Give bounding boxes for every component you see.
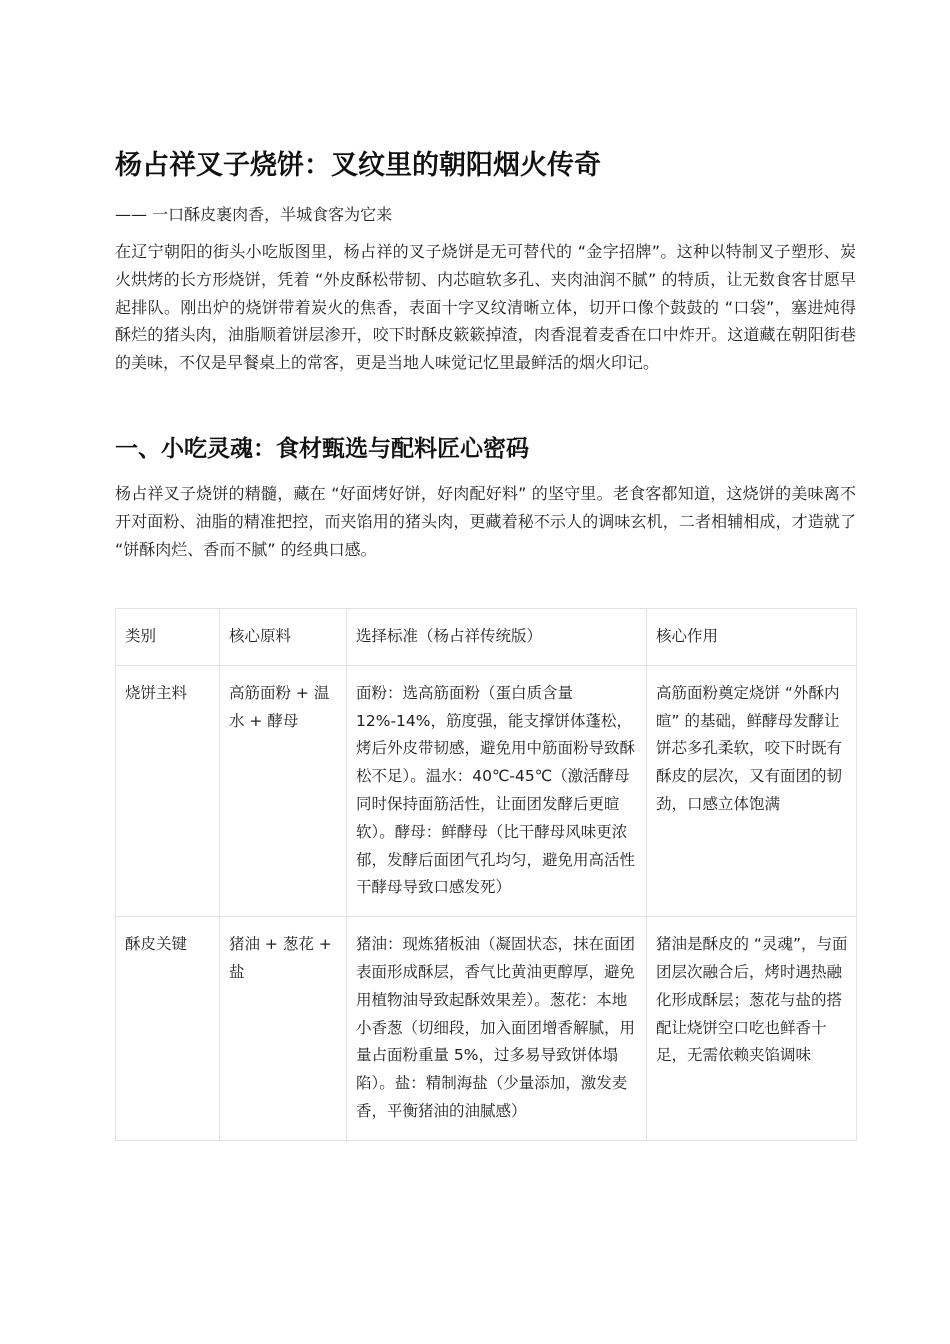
table-cell-category: 酥皮关键 [116, 917, 220, 1141]
table-header-cell: 类别 [116, 609, 220, 666]
intro-paragraph: 在辽宁朝阳的街头小吃版图里，杨占祥的叉子烧饼是无可替代的 “金字招牌”。这种以特制叉子塑形、炭火烘烤的长方形烧饼，凭着 “外皮酥松带韧、内芯暄软多孔、夹肉油润不腻” 的特质，让无数食客甘愿早起排队。刚出炉的烧饼带着炭火的焦香，表面十字叉纹清晰立体，切开口像个鼓鼓的 “口袋”，塞进炖得酥烂的猪头肉，油脂顺着饼层渗开，咬下时酥皮簌簌掉渣，肉香混着麦香在口中炸开。这道藏在朝阳街巷的美味，不仅是早餐桌上的常客，更是当地人味觉记忆里最鲜活的烟火印记。 [115, 242, 856, 373]
table-cell-category: 烧饼主料 [116, 665, 220, 916]
table-header-cell: 核心作用 [647, 609, 857, 666]
table-header-cell: 核心原料 [220, 609, 347, 666]
table-header-row [116, 609, 857, 666]
table-cell-role: 猪油是酥皮的 “灵魂”，与面团层次融合后，烤时遇热融化形成酥层；葱花与盐的搭配让烧饼空口吃也鲜香十足，无需依赖夹馅调味 [647, 917, 857, 1141]
table-cell-standard: 猪油：现炼猪板油（凝固状态，抹在面团表面形成酥层，香气比黄油更醇厚，避免用植物油导致起酥效果差）。葱花：本地小香葱（切细段，加入面团增香解腻，用量占面粉重量 5%，过多易导致饼体塌陷）。盐：精制海盐（少量添加，激发麦香，平衡猪油的油腻感） [347, 917, 647, 1141]
section-heading: 一、小吃灵魂：食材甄选与配料匠心密码 [115, 436, 529, 462]
table-cell-standard: 面粉：选高筋面粉（蛋白质含量 12%-14%，筋度强，能支撑饼体蓬松，烤后外皮带韧感，避免用中筋面粉导致酥松不足）。温水：40℃-45℃（激活酵母同时保持面筋活性，让面团发酵后更暄软）。酵母：鲜酵母（比干酵母风味更浓郁，发酵后面团气孔均匀，避免用高活性干酵母导致口感发死） [347, 665, 647, 916]
article-title: 杨占祥叉子烧饼：叉纹里的朝阳烟火传奇 [115, 150, 601, 181]
table-cell-ingredients: 高筋面粉 + 温水 + 酵母 [220, 665, 347, 916]
section-paragraph: 杨占祥叉子烧饼的精髓，藏在 “好面烤好饼，好肉配好料” 的坚守里。老食客都知道，这烧饼的美味离不开对面粉、油脂的精准把控，而夹馅用的猪头肉，更藏着秘不示人的调味玄机，二者相辅相成，才造就了 “饼酥肉烂、香而不腻” 的经典口感。 [115, 484, 856, 559]
table-row [116, 917, 857, 1141]
table-header-cell: 选择标准（杨占祥传统版） [347, 609, 647, 666]
table-cell-ingredients: 猪油 + 葱花 + 盐 [220, 917, 347, 1141]
table-cell-role: 高筋面粉奠定烧饼 “外酥内暄” 的基础，鲜酵母发酵让饼芯多孔柔软，咬下时既有酥皮的层次，又有面团的韧劲，口感立体饱满 [647, 665, 857, 916]
table-row [116, 665, 857, 916]
article-subtitle: —— 一口酥皮裹肉香，半城食客为它来 [115, 205, 393, 224]
ingredients-table [115, 608, 857, 1141]
